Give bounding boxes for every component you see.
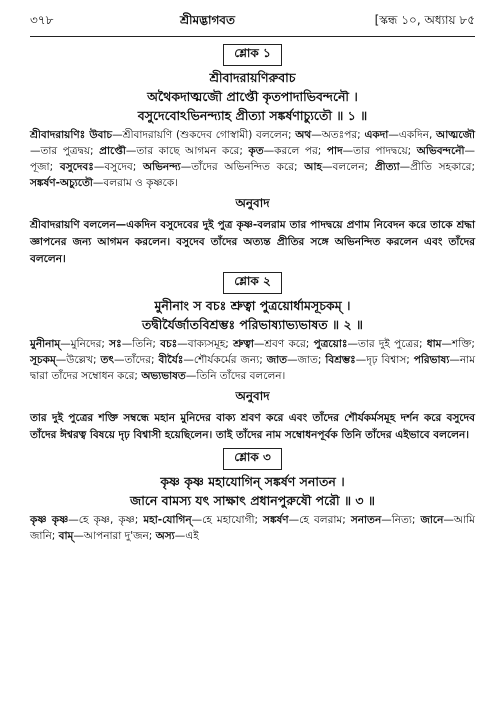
synonym-meaning: তার কাছে আগমন করে;: [136, 145, 243, 157]
synonym-term: বাম্: [58, 530, 74, 542]
verse-text-line: জানে বামস্য যৎ সাক্ষাৎ প্রধানপুরুষৌ পরৌ ॥ ৩ ॥: [130, 493, 375, 508]
synonym-meaning: বসুদেব;: [104, 161, 137, 173]
synonym-meaning: একদিন,: [398, 129, 433, 141]
synonyms-paragraph: কৃষ্ণ কৃষ্ণ—হে কৃষ্ণ, কৃষ্ণ; মহা-যোগিন্—হে মহাযোগী; সঙ্কর্ষণ—হে বলরাম; সনাতন—নিত্য; জানে—আমি জানি; বাম্—আপনারা দু'জন; অস্য—এই: [30, 514, 475, 542]
synonym-term: অভিবন্দনৌ: [416, 145, 465, 157]
synonym-term: মুনীনাম্: [30, 338, 61, 350]
synonym-term: অথ: [295, 129, 312, 141]
synonym-meaning: উল্লেখ;: [66, 354, 97, 366]
synonym-meaning: এই: [185, 530, 199, 542]
synonym-meaning: শ্রবণ করে;: [264, 338, 310, 350]
synonym-meaning: বাক্যসমূহ;: [187, 338, 229, 350]
synonym-term: কৃত: [248, 145, 264, 157]
synonym-meaning: তার পুত্রদ্বয়;: [40, 145, 94, 157]
synonym-term: সঃ: [109, 338, 122, 350]
translation-label: অনুবাদ: [235, 196, 270, 210]
synonym-term: সঙ্কর্ষণ: [263, 514, 289, 526]
synonym-meaning: জাত;: [297, 354, 322, 366]
synonym-meaning: অতঃপর;: [321, 129, 361, 141]
synonym-meaning: শক্তি;: [452, 338, 475, 350]
synonym-meaning: প্রীতি সহকারে;: [410, 161, 475, 173]
synonym-term: অস্য: [155, 530, 175, 542]
synonym-term: বিশ্রম্ভঃ: [325, 354, 356, 366]
synonym-term: বীর্যৈঃ: [158, 354, 184, 366]
synonym-term: পরিভাষ্য: [413, 354, 450, 366]
verse-label: শ্লোক ৩: [223, 448, 282, 470]
synonym-meaning: শ্রীবাদরায়ণি (শুকদেব গোস্বামী) বললেন;: [122, 129, 292, 141]
synonym-term: বচঃ: [160, 338, 178, 350]
synonym-meaning: দৃঢ় বিশ্বাস;: [366, 354, 410, 366]
synonym-meaning: তার পাদদ্বয়ে;: [353, 145, 412, 157]
synonym-meaning: তাঁদের অভিনন্দিত করে;: [191, 161, 298, 173]
synonym-meaning: হে মহাযোগী;: [202, 514, 259, 526]
page-number: ৩৭৮: [30, 13, 54, 27]
synonym-term: ধাম: [426, 338, 442, 350]
synonym-term: প্রাপ্তৌ: [99, 145, 126, 157]
synonym-term: পুত্রয়োঃ: [313, 338, 348, 350]
synonym-meaning: পূজা;: [30, 161, 54, 173]
synonym-term: অভ্যভাষত: [141, 370, 186, 382]
synonym-term: মহা-যোগিন্: [143, 514, 192, 526]
synonym-term: সনাতন: [350, 514, 382, 526]
synonym-term: সঙ্কর্ষণ-অচ্যুতৌ: [30, 177, 93, 189]
synonym-meaning: নিত্য;: [391, 514, 416, 526]
synonym-term: শ্রুত্বা: [233, 338, 254, 350]
verse-text-line: কৃষ্ণ কৃষ্ণ মহাযোগিন্ সঙ্কর্ষণ সনাতন ।: [160, 474, 345, 489]
synonym-term: একদা: [364, 129, 389, 141]
verse-text-line: তদ্বীর্যৈর্জাতবিশ্রম্ভঃ পরিভাষ্যাভ্যভাষত ॥ ২ ॥: [141, 317, 364, 332]
synonyms-paragraph: মুনীনাম্—মুনিদের; সঃ—তিনি; বচঃ—বাক্যসমূহ; শ্রুত্বা—শ্রবণ করে; পুত্রয়োঃ—তার দুই পুত্রের; ধাম—শক্তি; সূচকম্—উল্লেখ; তৎ—তাঁদের; বীর্যৈঃ—শৌর্যকর্মের জন্য; জাত—জাত; বিশ্রম্ভঃ—দৃঢ় বিশ্বাস; পরিভাষ্য—নাম দ্বারা তাঁদের সম্বোধন করে; অভ্যভাষত—তিনি তাঁদের বললেন।: [30, 338, 476, 382]
verse-label: শ্লোক ২: [223, 272, 282, 294]
translation-text: শ্রীবাদরায়ণি বললেন—একদিন বসুদেবের দুই পুত্র কৃষ্ণ-বলরাম তার পাদদ্বয়ে প্রণাম নিবেদন করে তাকে শ্রদ্ধা জ্ঞাপনের জন্য আগমন করলেন। বসুদেব তাঁদের অত্যন্ত প্রীতির সঙ্গে অভিনন্দিত করলেন এবং তাঁদের বললেন।: [30, 219, 475, 265]
verse-label: শ্লোক ১: [223, 44, 282, 66]
synonym-term: কৃষ্ণ কৃষ্ণ: [30, 514, 69, 526]
verse-text-line: বসুদেবোঽভিনন্দ্যাহ প্রীত্যা সঙ্কর্ষণাচ্যুতৌ ॥ ১ ॥: [137, 108, 368, 123]
verses-container: [30, 44, 475, 544]
synonym-term: আত্মজৌ: [436, 129, 476, 141]
synonym-meaning: বলরাম ও কৃষ্ণকে।: [103, 177, 178, 189]
synonym-term: সূচকম্: [30, 354, 56, 366]
synonym-meaning: বললেন;: [332, 161, 369, 173]
book-title: শ্রীমদ্ভাগবত: [179, 13, 235, 27]
synonym-meaning: তিনি তাঁদের বললেন।: [196, 370, 286, 382]
synonym-meaning: শৌর্যকর্মের জন্য;: [193, 354, 263, 366]
synonym-meaning: তাঁদের;: [124, 354, 155, 366]
synonym-term: পাদ: [326, 145, 343, 157]
synonym-meaning: মুনিদের;: [70, 338, 105, 350]
synonym-term: শ্রীবাদরায়ণিঃ উবাচ: [30, 129, 113, 141]
verse-text-line: অথৈকদাত্মজৌ প্রাপ্তৌ কৃতপাদাভিবন্দনৌ ।: [147, 89, 358, 104]
translation-label: অনুবাদ: [235, 389, 270, 403]
synonym-meaning: আমি জানি;: [30, 514, 475, 542]
verse-heading: [30, 448, 475, 470]
synonym-term: জাত: [266, 354, 288, 366]
synonym-meaning: হে কৃষ্ণ, কৃষ্ণ;: [78, 514, 139, 526]
synonym-term: তৎ: [100, 354, 115, 366]
synonym-meaning: নাম দ্বারা তাঁদের সম্বোধন করে;: [30, 354, 476, 382]
verse-text-line: মুনীনাং স বচঃ শ্রুত্বা পুত্রয়োর্ধামসূচকম্ ।: [154, 298, 351, 313]
synonyms-paragraph: শ্রীবাদরায়ণিঃ উবাচ—শ্রীবাদরায়ণি (শুকদেব গোস্বামী) বললেন; অথ—অতঃপর; একদা—একদিন, আত্মজৌ—তার পুত্রদ্বয়; প্রাপ্তৌ—তার কাছে আগমন করে; কৃত—করলে পর; পাদ—তার পাদদ্বয়ে; অভিবন্দনৌ—পূজা; বসুদেবঃ—বসুদেব; অভিনন্দ্য—তাঁদের অভিনন্দিত করে; আহ—বললেন; প্রীত্যা—প্রীতি সহকারে; সঙ্কর্ষণ-অচ্যুতৌ—বলরাম ও কৃষ্ণকে।: [30, 129, 476, 189]
document-page: [30, 12, 475, 546]
synonym-term: বসুদেবঃ: [59, 161, 94, 173]
verse-heading: [30, 272, 475, 294]
translation-text: তার দুই পুত্রের শক্তি সম্বন্ধে মহান মুনিদের বাক্য শ্রবণ করে এবং তাঁদের শৌর্যকর্মসমূহ দর্শন করে বসুদেব তাঁদের ঈশ্বরত্ব বিষয়ে দৃঢ় বিশ্বাসী হয়েছিলেন। তাই তাঁদের নাম সম্বোধনপূর্বক তিনি তাঁদের এইভাবে বললেন।: [30, 412, 475, 441]
page-header: [30, 12, 475, 37]
synonym-meaning: করলে পর;: [274, 145, 322, 157]
synonym-meaning: আপনারা দু'জন;: [83, 530, 153, 542]
synonym-term: জানে: [420, 514, 444, 526]
synonym-term: অভিনন্দ্য: [143, 161, 181, 173]
section-ref: [স্কন্ধ ১০, অধ্যায় ৮৫: [374, 13, 475, 27]
synonym-meaning: তিনি;: [132, 338, 156, 350]
synonym-meaning: হে বলরাম;: [299, 514, 346, 526]
synonym-term: প্রীত্যা: [374, 161, 400, 173]
verse-speaker: শ্রীবাদরায়ণিরুবাচ: [209, 70, 296, 85]
verse-heading: [30, 44, 475, 66]
synonym-term: আহ: [304, 161, 323, 173]
synonym-meaning: তার দুই পুত্রের;: [357, 338, 423, 350]
